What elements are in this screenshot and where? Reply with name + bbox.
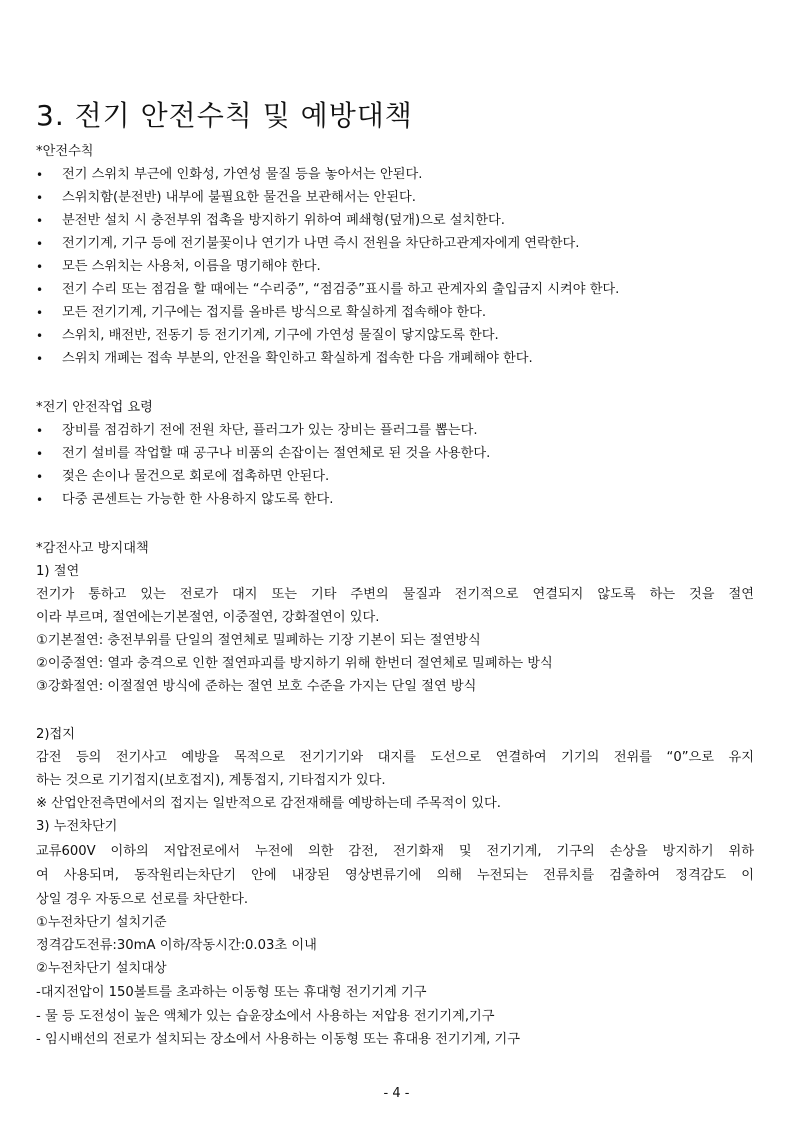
- safety-rule-item: 전기기계, 기구 등에 전기불꽃이나 연기가 나면 즉시 전원을 차단하고관계자에게 연락한다.: [62, 236, 580, 251]
- breaker-targets-heading: ②누전차단기 설치대상: [36, 961, 167, 976]
- bullet-icon: •: [36, 237, 44, 251]
- safety-rule-item: 전기 스위치 부근에 인화성, 가연성 물질 등을 놓아서는 안된다.: [62, 167, 423, 182]
- bullet-icon: •: [36, 493, 44, 507]
- safety-rule-item: 모든 스위치는 사용처, 이름을 명기해야 한다.: [62, 259, 321, 274]
- page-title: 3. 전기 안전수칙 및 예방대책: [36, 99, 413, 132]
- grounding-note: ※ 산업안전측면에서의 접지는 일반적으로 감전재해를 예방하는데 주목적이 있다.: [36, 796, 501, 811]
- bullet-icon: •: [36, 447, 44, 461]
- bullet-icon: •: [36, 352, 44, 366]
- shock-prevention-heading: *감전사고 방지대책: [36, 541, 149, 556]
- insulation-heading: 1) 절연: [36, 564, 80, 579]
- safety-rules-heading: *안전수칙: [36, 144, 94, 159]
- bullet-icon: •: [36, 168, 44, 182]
- safety-rule-item: 스위치, 배전반, 전동기 등 전기기계, 기구에 가연성 물질이 닿지않도록 한다.: [62, 328, 499, 343]
- breaker-criteria-heading: ①누전차단기 설치기준: [36, 915, 167, 930]
- insulation-type-item: ①기본절연: 충전부위를 단일의 절연체로 밀폐하는 기장 기본이 되는 절연방식: [36, 633, 481, 648]
- insulation-paragraph-line: 전기가 통하고 있는 전로가 대지 또는 기타 주변의 물질과 전기적으로 연결되지 않도록 하는 것을 절연: [36, 587, 754, 602]
- bullet-icon: •: [36, 283, 44, 297]
- breaker-target-item: -대지전압이 150볼트를 초과하는 이동형 또는 휴대형 전기기계 기구: [36, 985, 427, 1000]
- breaker-criteria: 정격감도전류:30mA 이하/작동시간:0.03초 이내: [36, 938, 317, 953]
- work-rule-item: 전기 설비를 작업할 때 공구나 비품의 손잡이는 절연체로 된 것을 사용한다.: [62, 446, 491, 461]
- safety-rule-item: 스위치함(분전반) 내부에 불필요한 물건을 보관해서는 안된다.: [62, 190, 416, 205]
- bullet-icon: •: [36, 191, 44, 205]
- grounding-paragraph-line: 하는 것으로 기기접지(보호접지), 계통접지, 기타접지가 있다.: [36, 773, 386, 788]
- breaker-heading: 3) 누전차단기: [36, 819, 118, 834]
- safety-rule-item: 모든 전기기계, 기구에는 접지를 올바른 방식으로 확실하게 접속해야 한다.: [62, 305, 487, 320]
- insulation-paragraph-line: 이라 부르며, 절연에는기본절연, 이중절연, 강화절연이 있다.: [36, 610, 380, 625]
- breaker-paragraph-line: 교류600V 이하의 저압전로에서 누전에 의한 감전, 전기화재 및 전기기계, 기구의 손상을 방지하기 위하: [36, 844, 754, 859]
- work-rules-heading: *전기 안전작업 요령: [36, 400, 153, 415]
- bullet-icon: •: [36, 329, 44, 343]
- page-number: - 4 -: [383, 1086, 410, 1101]
- safety-rule-item: 전기 수리 또는 점검을 할 때에는 “수리중”, “점검중”표시를 하고 관계자외 출입금지 시켜야 한다.: [62, 282, 620, 297]
- bullet-icon: •: [36, 214, 44, 228]
- insulation-type-item: ②이중절연: 열과 충격으로 인한 절연파괴를 방지하기 위해 한번더 절연체로 밀폐하는 방식: [36, 656, 553, 671]
- breaker-target-item: - 물 등 도전성이 높은 액체가 있는 습윤장소에서 사용하는 저압용 전기기계,기구: [36, 1009, 495, 1024]
- grounding-heading: 2)접지: [36, 727, 76, 742]
- safety-rule-item: 분전반 설치 시 충전부위 접촉을 방지하기 위하여 폐쇄형(덮개)으로 설치한다.: [62, 213, 505, 228]
- breaker-paragraph-line: 여 사용되며, 동작원리는차단기 안에 내장된 영상변류기에 의해 누전되는 전류치를 검출하여 정격감도 이: [36, 868, 754, 883]
- bullet-icon: •: [36, 260, 44, 274]
- bullet-icon: •: [36, 470, 44, 484]
- breaker-target-item: - 임시배선의 전로가 설치되는 장소에서 사용하는 이동형 또는 휴대용 전기기계, 기구: [36, 1032, 520, 1047]
- safety-rule-item: 스위치 개폐는 접속 부분의, 안전을 확인하고 확실하게 접속한 다음 개폐해야 한다.: [62, 351, 533, 366]
- grounding-paragraph-line: 감전 등의 전기사고 예방을 목적으로 전기기기와 대지를 도선으로 연결하여 기기의 전위를 “0”으로 유지: [36, 750, 754, 765]
- work-rule-item: 젖은 손이나 물건으로 회로에 접촉하면 안된다.: [62, 469, 330, 484]
- bullet-icon: •: [36, 306, 44, 320]
- work-rule-item: 다중 콘센트는 가능한 한 사용하지 않도록 한다.: [62, 492, 334, 507]
- bullet-icon: •: [36, 424, 44, 438]
- work-rule-item: 장비를 점검하기 전에 전원 차단, 플러그가 있는 장비는 플러그를 뽑는다.: [62, 423, 478, 438]
- breaker-paragraph-line: 상일 경우 자동으로 선로를 차단한다.: [36, 892, 249, 907]
- insulation-type-item: ③강화절연: 이절절연 방식에 준하는 절연 보호 수준을 가지는 단일 절연 방식: [36, 679, 477, 694]
